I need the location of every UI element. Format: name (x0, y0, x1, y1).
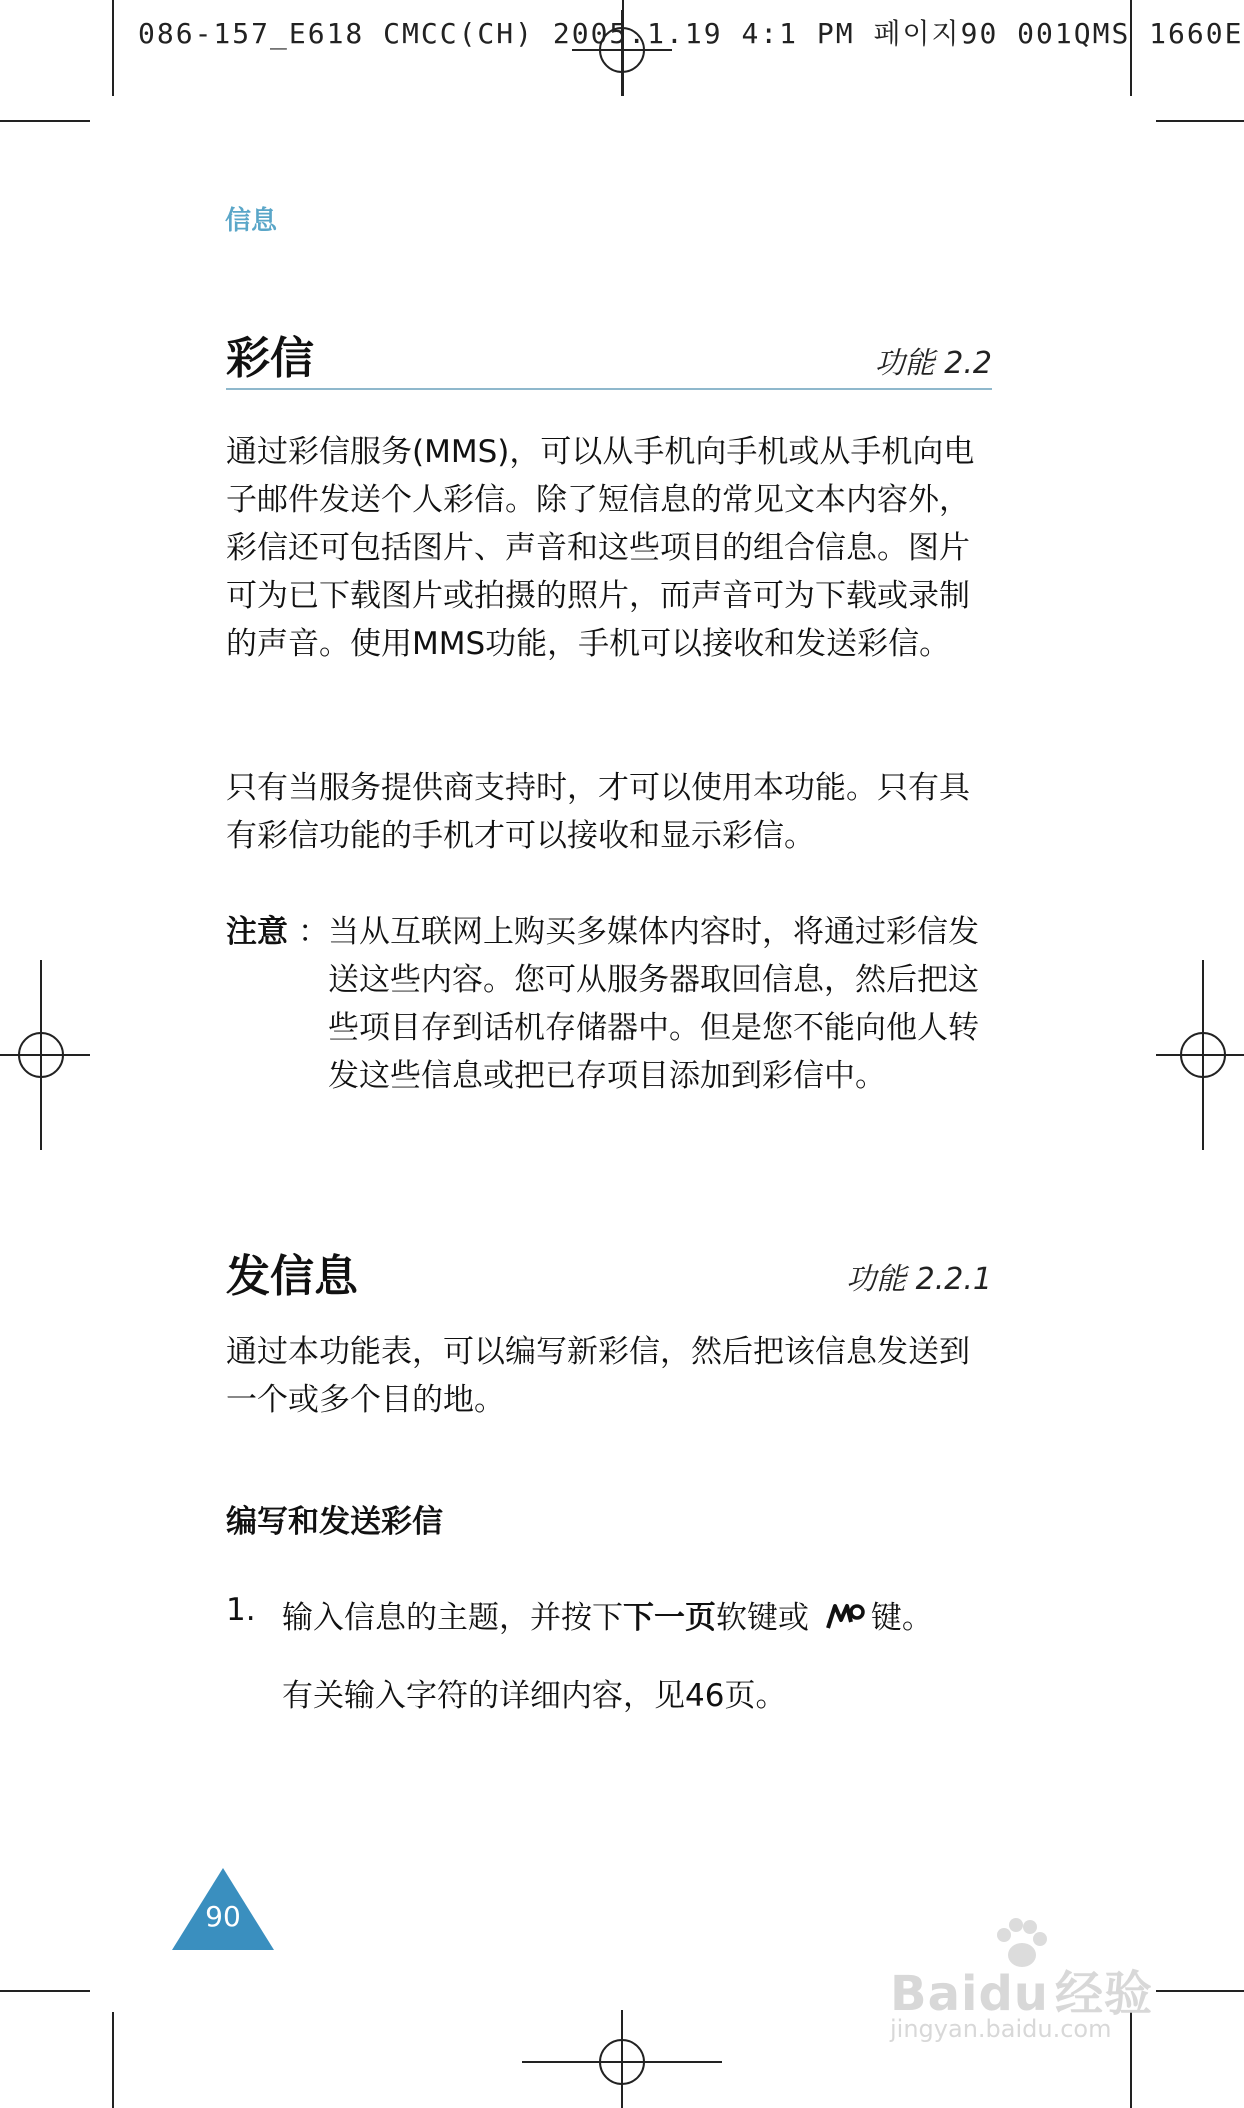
title-divider (226, 388, 992, 390)
baidu-watermark (880, 1915, 1180, 2055)
section-label: 信息 (225, 206, 278, 236)
note-label: 注意 (226, 914, 288, 950)
registration-target-right (1156, 1010, 1244, 1110)
registration-target-left (0, 1010, 92, 1110)
menu-key-icon (825, 1600, 865, 1632)
step-number: 1. (226, 1592, 256, 1628)
step-text-c: 键。 (870, 1600, 933, 1636)
registration-target-bottom (522, 2010, 722, 2108)
section-title-mms: 彩信 (226, 333, 314, 384)
step-text-b: 软键或 (716, 1600, 809, 1636)
section-title-send-message: 发信息 (226, 1251, 358, 1302)
support-paragraph: 只有当服务提供商支持时，才可以使用本功能。只有具有彩信功能的手机才可以接收和显示彩信。 (226, 770, 970, 854)
subheading-compose: 编写和发送彩信 (226, 1504, 443, 1540)
step-text-a: 输入信息的主题，并按下 (282, 1600, 623, 1636)
function-ref-2-2-1: 功能 2.2.1 (846, 1262, 992, 1297)
next-page-softkey-label: 下一页 (623, 1600, 716, 1636)
step-detail: 有关输入字符的详细内容，见46页。 (282, 1678, 787, 1714)
print-header: 086-157_E618 CMCC(CH) 2005.1.19 4:1 PM 페이지90 001QMS 1660E (138, 17, 1244, 50)
intro-paragraph: 通过彩信服务(MMS)，可以从手机向手机或从手机向电子邮件发送个人彩信。除了短信息的常见文本内容外，彩信还可包括图片、声音和这些项目的组合信息。图片可为已下载图片或拍摄的照片，而声音可为下载或录制的声音。使用MMS功能，手机可以接收和发送彩信。 (226, 434, 975, 662)
send-paragraph: 通过本功能表，可以编写新彩信，然后把该信息发送到一个或多个目的地。 (226, 1334, 970, 1418)
watermark-brand: Baidu 经验 (890, 1966, 1153, 2022)
note-colon: ： (298, 914, 329, 950)
note-text: 当从互联网上购买多媒体内容时，将通过彩信发送这些内容。您可从服务器取回信息，然后把这些项目存到话机存储器中。但是您不能向他人转发这些信息或把已存项目添加到彩信中。 (328, 914, 979, 1094)
watermark-url: jingyan.baidu.com (890, 2015, 1112, 2043)
function-ref-2-2: 功能 2.2 (874, 346, 992, 381)
step-instruction (282, 1592, 1002, 1637)
page-number: 90 (205, 1900, 241, 1933)
